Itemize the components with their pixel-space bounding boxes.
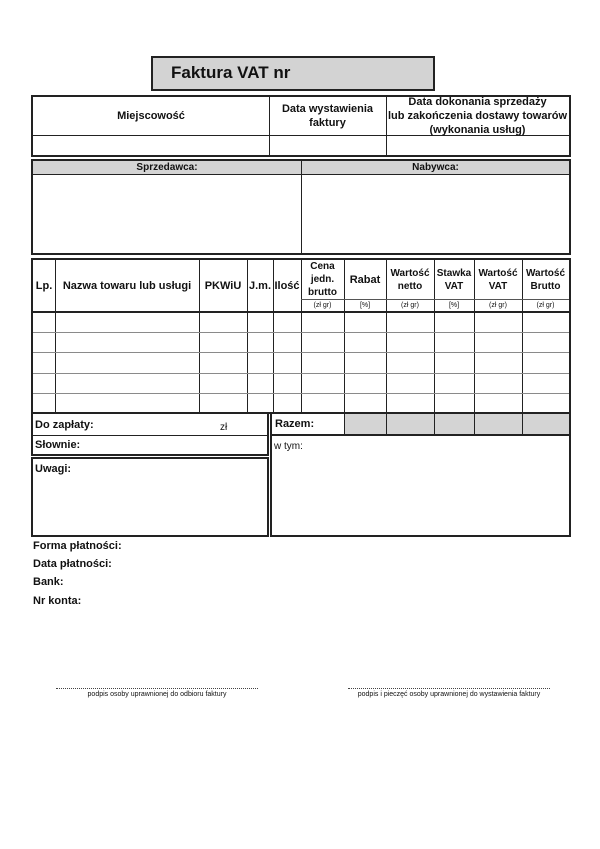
place-label: Miejscowość xyxy=(117,110,185,122)
parties-table xyxy=(31,159,571,255)
unit-price: (zł gr) xyxy=(313,302,332,309)
in-words-label: Słownie: xyxy=(35,439,81,451)
issue-date-field[interactable] xyxy=(270,136,385,154)
issuer-signature-line[interactable] xyxy=(348,688,550,689)
seller-header: Sprzedawca: xyxy=(33,161,301,174)
col-discount: Rabat xyxy=(349,273,381,286)
col-unit: J.m. xyxy=(248,279,271,292)
sale-date-label: Data dokonania sprzedaży lub zakończenia dostawy towarów (wykonania usług) xyxy=(387,96,568,136)
to-pay-label: Do zapłaty: xyxy=(35,419,94,431)
col-name: Nazwa towaru lub usługi xyxy=(62,279,192,292)
total-vat-cell[interactable] xyxy=(475,414,522,434)
including-label: w tym: xyxy=(274,441,303,452)
receiver-signature-line[interactable] xyxy=(56,688,258,689)
buyer-field[interactable] xyxy=(302,175,569,253)
col-vat-rate: Stawka VAT xyxy=(436,267,472,292)
col-lp: Lp. xyxy=(35,279,53,292)
table-row[interactable] xyxy=(33,353,569,373)
col-qty: Ilość xyxy=(274,279,300,292)
payment-date-label: Data płatności: xyxy=(33,558,112,570)
table-row[interactable] xyxy=(33,374,569,393)
seller-field[interactable] xyxy=(33,175,301,253)
total-net-cell[interactable] xyxy=(387,414,434,434)
receiver-signature-caption: podpis osoby uprawnionej do odbioru faktury xyxy=(87,691,227,698)
payment-summary-box xyxy=(31,412,269,456)
unit-gross: (zł gr) xyxy=(536,302,555,309)
sale-date-field[interactable] xyxy=(387,136,568,154)
col-net: Wartość netto xyxy=(390,267,430,292)
table-row[interactable] xyxy=(33,394,569,412)
issue-date-label: Data wystawienia faktury xyxy=(281,103,374,129)
unit-vat-rate: [%] xyxy=(448,302,460,309)
unit-vat-value: (zł gr) xyxy=(489,302,507,309)
table-row[interactable] xyxy=(33,333,569,352)
notes-box[interactable] xyxy=(31,457,269,537)
total-gross-cell[interactable] xyxy=(523,414,569,434)
unit-net: (zł gr) xyxy=(401,302,419,309)
col-price: Cena jedn. brutto xyxy=(308,261,337,298)
bank-label: Bank: xyxy=(33,576,64,588)
currency-label: zł xyxy=(220,422,228,433)
place-field[interactable] xyxy=(34,136,268,154)
table-row[interactable] xyxy=(33,313,569,332)
total-row xyxy=(270,412,571,436)
total-label: Razem: xyxy=(275,418,315,430)
payment-method-label: Forma płatności: xyxy=(33,540,122,552)
invoice-title: Faktura VAT nr xyxy=(171,63,291,82)
title-box xyxy=(151,56,435,91)
col-gross: Wartość Brutto xyxy=(525,267,566,292)
items-table xyxy=(31,258,571,414)
including-box[interactable] xyxy=(270,434,571,537)
header-table xyxy=(31,95,571,157)
buyer-header: Nabywca: xyxy=(302,161,569,174)
unit-discount: [%] xyxy=(359,302,371,309)
total-vat-rate-cell xyxy=(435,414,474,434)
col-pkwiu: PKWiU xyxy=(204,279,242,292)
notes-label: Uwagi: xyxy=(35,463,72,475)
col-vat-value: Wartość VAT xyxy=(478,267,518,292)
total-discount-cell xyxy=(345,414,386,434)
issuer-signature-caption: podpis i pieczęć osoby uprawnionej do wystawienia faktury xyxy=(357,691,541,698)
account-number-label: Nr konta: xyxy=(33,595,82,607)
